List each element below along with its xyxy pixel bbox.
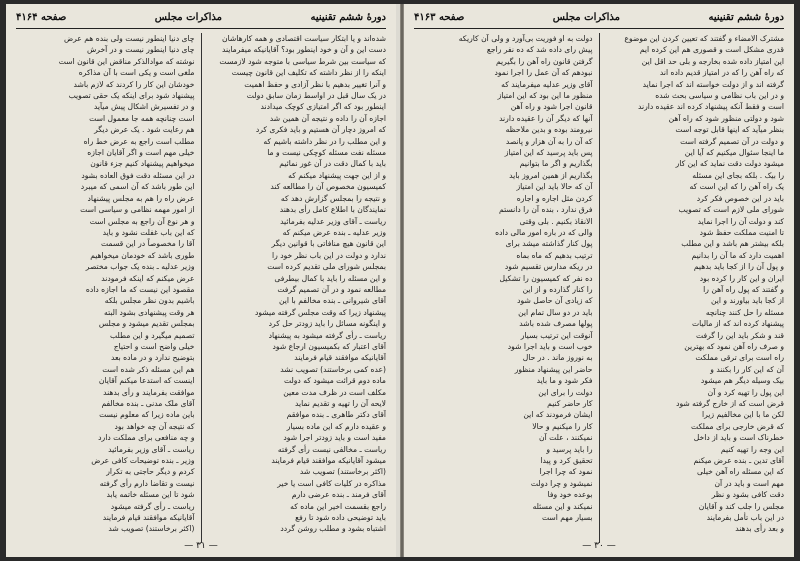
text-line: بیک وسیله دیگر هم میشود [700, 376, 785, 386]
text-line: عرض راه را هم به مجلس پیشنهاد [87, 193, 195, 203]
text-line: (اکثر برخاستند) تصویب شد [299, 467, 387, 477]
text-line: راجع بقسمت اخیر این ماده که [290, 501, 387, 511]
text-line: تا امنیت مملکت حفظ شود [699, 227, 785, 237]
header-title: مذاکرات مجلس [552, 12, 621, 23]
text-line: وزیر ـ بنده توضیحات کافی عرض [91, 456, 195, 466]
text-line: دقت کافی بشود و نظر [711, 490, 785, 500]
text-line: (عده کمی برخاستند) تصویب نشد [280, 364, 387, 374]
text-line: و صرف راه آهن نمود که بهترین [684, 341, 785, 351]
left-page [6, 4, 396, 557]
text-line: به نوروز ماند . در حال [522, 353, 593, 363]
text-line: وزیر عدلیه ـ بنده عرض میکنم که [282, 227, 387, 237]
text-line: یک راه آهن را که این است که [689, 182, 785, 192]
text-line: اینست که استدعا میکنم آقایان [98, 376, 195, 386]
text-line: از کجا باید بیاورند و این [710, 296, 785, 306]
text-line: دولت را برای این [538, 387, 593, 397]
column-divider [599, 33, 600, 543]
text-line: این طور باشد که آن اسمی که میبرد [80, 182, 195, 192]
text-line: قانون اجرا شود و راه آهن [510, 102, 593, 112]
text-line: آقای دکتر طاهری ـ بنده موافقم [286, 410, 387, 420]
text-line: شده‌اند و یا ابتکار سیاست اقتصادی و همه کارهاشان [222, 34, 387, 43]
text-line: را باید پرسید و [546, 444, 593, 454]
text-line: قدری مشکل است و قصوری هم این کرده ایم [639, 45, 785, 55]
text-line: و این مسئله را باید با کمال بیطرفی [274, 273, 387, 283]
text-line: و از این جهت پیشنهاد میکنم که [288, 170, 387, 180]
text-line: و آنرا تغییر بدهیم با نظر آزادی و حفظ اهمیت [244, 79, 387, 89]
text-line: پس باید پرسید که این امتیاز [504, 148, 593, 158]
text-line: (اکثر برخاستند) تصویب شد [108, 524, 195, 534]
text-line: میخواهیم پیشنهاد کنیم جزء قانون [90, 159, 195, 169]
text-line: وزیر عدلیه ـ بنده یک جواب مختصر [85, 262, 195, 272]
text-line: دولت به او فوریت بی‌آورد و ولی آن کاریکه [458, 34, 593, 43]
text-line: مفید است و باید زودتر اجرا شود [283, 433, 387, 443]
text-line: پیشنهاد کرده اند که از مالیات [691, 319, 785, 329]
text-line: و دولت در آن تصمیم گرفته است [680, 136, 785, 146]
text-columns [414, 33, 784, 543]
header-session: دورۀ ششم تقنینیه [310, 12, 387, 23]
text-line: ایران و این کار را کرده بود [699, 273, 785, 283]
text-line: این وجه را تهیه کنیم [720, 444, 785, 454]
text-line: هر وقت پیشنهادی بشود البته [104, 307, 195, 317]
text-line: و بعد رأی بدهند [735, 524, 785, 534]
text-line: آقای اعتبار که بکمیسیون ارجاع شود [272, 341, 387, 351]
text-line: این قانون هیچ منافاتی با قوانین دیگر [271, 239, 387, 249]
text-line: در ریکه مدارس تقسیم شود [504, 262, 593, 272]
text-line: است و فقط آنکه پیشنهاد کرده اند عقیده دارند [638, 102, 785, 112]
header-page-number: صفحه ۴۱۶۴ [16, 12, 67, 23]
text-line: لایحه آن را تهیه و تقدیم نماید [294, 399, 387, 408]
text-line: نمیشود و چرا دولت [530, 478, 593, 488]
text-line: را بیک . بلکه بجای این مسئله [692, 170, 785, 180]
text-line: آقایانیکه موافقند قیام فرمایند [294, 353, 387, 363]
text-line: پولها مصرف شده باشد [519, 319, 593, 329]
text-line: ریاست ـ مخالفی نیست رأی گرفته [277, 444, 387, 454]
text-line: راه است برای ترقی مملکت [695, 353, 785, 363]
text-line: منظور ما این بود که این امتیاز [497, 91, 593, 101]
page-header [414, 12, 784, 29]
text-line: ما اینجا سئوال میکنیم که آیا این [684, 148, 785, 158]
text-line: اجازه آن را داده و نتیجه آن همین شد [269, 113, 387, 123]
page-footer-number: — ۳۰ — [582, 541, 616, 551]
text-line: مقصود این نیست که ما اجازه داده [85, 284, 195, 294]
header-page-number: صفحه ۴۱۶۳ [414, 12, 465, 23]
text-line: که امروز دچار آن هستیم و باید فکری کرد [255, 125, 387, 135]
text-line: و اینگونه مسائل را باید زودتر حل کرد [268, 319, 387, 329]
text-line: تصمیم میگیرد و این مطلب [110, 330, 195, 340]
text-line: مسئله نفت مسئله کوچکی نیست و ما [267, 148, 387, 158]
text-line: آقایانیکه موافقند قیام فرمایند [102, 513, 195, 523]
text-line: ریاست ـ آقای وزیر عدلیه بفرمائید [280, 216, 387, 226]
text-line: و چه منافعی برای مملکت دارد [98, 433, 195, 443]
text-line: خیلی واضح است و احتیاج [113, 341, 195, 351]
text-line: که این مسئله راه آهن خیلی [697, 467, 785, 477]
text-line: اهمیت دارد که ما آن را بدانیم [691, 250, 785, 260]
text-line: عرض میکنم که اینکه فرمودند [101, 273, 195, 283]
text-line: و عقیده دارم که این ماده بسیار [286, 421, 387, 431]
text-line: بمجلس تقدیم میشود و مجلس [98, 319, 195, 329]
text-line: والی که در باره امور مالی داده [495, 227, 593, 237]
text-line: و این مطلب را در نظر داشته باشیم که [263, 136, 387, 146]
text-line: ماده دوم قرائت میشود که دولت [284, 376, 387, 386]
text-line: و در تفسیرش اشکال پیش میآید [93, 102, 195, 112]
header-session: دورۀ ششم تقنینیه [708, 12, 785, 23]
text-line: میشود آقایانیکه موافقند قیام فرمایند [271, 456, 387, 466]
text-line: نمایندگان با اطلاع کامل رأی بدهند [279, 205, 387, 215]
text-line: نمود که چرا اجرا [539, 467, 593, 477]
text-line: هم رعایت شود . یک عرض دیگر [94, 125, 195, 135]
text-line: چای دنیا اینطور نیست و در آخرش [87, 45, 195, 55]
text-line: باید در این خصوص فکر کرد [696, 193, 785, 203]
text-line: گرفتن قانون راه آهن را بگیریم [495, 56, 593, 66]
text-line: نیرومند بوده و بدین ملاحظه [505, 125, 593, 135]
text-line: خطرناک است و باید از داخل [693, 433, 785, 443]
text-line: قرض است که از خارج گرفته شود [676, 399, 785, 408]
text-line: خوب است و باید اجرا شود [507, 341, 593, 351]
text-line: باشیم بدون نظر مجلس بلکه [104, 296, 195, 306]
text-line: آقا را مخصوصاً در این قسمت [101, 239, 195, 249]
text-line: آقای تدین ـ بنده عرض میکنم [693, 456, 785, 466]
text-line: پیش رای داده شد که ده نفر راجع [486, 45, 593, 55]
text-line: اشتباه بشود و مطلب روشن گردد [280, 524, 387, 534]
text-line: گرفته اند و از دولت خواسته اند که اجرا نماید [642, 79, 785, 89]
text-line: است چنانچه همه جا معمول است [89, 113, 195, 123]
text-line: نمیکند و این مسئله [532, 501, 593, 511]
text-line: بسیار مهم است [541, 513, 593, 523]
text-columns [16, 33, 386, 543]
text-column-right [208, 33, 387, 543]
text-line: کار را میکنیم و حالا [532, 421, 593, 431]
text-line: چای دنیا اینطور نیست ولی بنده هم عرض [63, 34, 195, 43]
text-column-right [606, 33, 785, 543]
text-line: قند و شکر باید این را گرفت [696, 330, 785, 340]
text-line: و در این باب نظامی و سیاسی بحث شده [655, 91, 785, 101]
text-line: باید در دو سال تمام این [518, 307, 593, 317]
text-line: آن که این کار را بکنند و [710, 364, 785, 374]
text-line: اینطور بود که اگر امتیازی کوچک میدادند [260, 102, 387, 112]
text-line: در این باب تأمل بفرمایند [706, 513, 785, 523]
text-line: تحقیق کرد و پیدا [540, 456, 593, 466]
text-line: بمجلس شورای ملی تقدیم کرده است [267, 262, 387, 272]
text-line: شود و دولتی منظور شود که راه آهن [668, 113, 785, 123]
text-line: شود تا این مسئله خاتمه یابد [106, 490, 195, 500]
text-line: بنظر میآید که اینها قابل توجه است [675, 125, 785, 135]
text-line: خیلی مهم است و اگر آقایان اجازه [87, 148, 195, 158]
text-column-left [16, 33, 195, 543]
text-line: این پول را تهیه کرد و آن [707, 387, 785, 397]
text-line: و نتیجه را بمجلس گزارش دهد که [280, 193, 387, 203]
text-line: در این مسئله دقت فوق العاده بشود [81, 170, 195, 180]
text-line: آقای وزیر عدلیه میفرمایند که [501, 79, 593, 89]
text-line: ملغی است و یکی است با آن مذاکره [78, 68, 195, 78]
text-line: این امتیاز داده شده بخارجه و بلی حد اقل این [641, 56, 785, 66]
text-line: و هر نوع آن راجع به مجلس است [89, 216, 195, 226]
text-line: و گفتند که پول راه آهن را [703, 284, 785, 294]
text-line: که این باب غفلت نشود و باید [102, 227, 195, 237]
text-line: باید توضیحی داده شود تا رفع [295, 513, 387, 523]
text-line: که قرض خارجی برای مملکت [690, 421, 785, 431]
page-footer-number: — ۳۱ — [184, 541, 218, 551]
text-column-left [414, 33, 593, 543]
text-line: ترتیب بدهیم که ماه بماه [516, 250, 593, 260]
text-line: ریاست ـ آقای وزیر بفرمائید [108, 444, 195, 454]
text-line: بتوضیح ندارد و در ماده بعد [110, 353, 195, 363]
text-line: ریاست ـ رأی گرفته میشود [110, 501, 195, 511]
header-title: مذاکرات مجلس [154, 12, 223, 23]
text-line: مشترک الامضاء و گفتند که تعیین کردن این موضوع [624, 34, 785, 43]
text-line: بلکه بیشتر هم باشد و این مطلب [681, 239, 785, 249]
text-line: موافقت بفرمایند و رأی بدهند [103, 387, 195, 397]
text-line: کار حاضر کنیم [547, 399, 593, 408]
text-line: هم این مسئله ذکر شده است [102, 364, 195, 374]
text-line: کردن مثل اجاره و اجاره [516, 193, 593, 203]
text-line: کند و دولت آن را اجرا نماید [697, 216, 785, 226]
text-line: ریاست ـ رأی گرفته میشود به پیشنهاد [268, 330, 387, 340]
column-divider [201, 33, 202, 543]
text-line: باید با کمال دقت در آن غور نمائیم [279, 159, 387, 169]
right-page [404, 4, 794, 557]
text-line: دست این و آن و خود اینطور بود؟ آقایانیکه میفرمایند [221, 45, 387, 55]
text-line: پول کنار گذاشته میشد برای [505, 239, 593, 249]
text-line: لکن ما با این مخالفیم زیرا [701, 410, 785, 420]
text-line: الانقاذ بکنیم . بلی وقتی [519, 216, 593, 226]
text-line: آقای ملک مدنی ـ بنده مخالفم [101, 399, 195, 408]
text-line: ده نفر که کمیسیون را تشکیل [499, 273, 593, 283]
text-line: که زیادی آن حاصل شود [517, 296, 593, 306]
text-line: نبودهم که آن عمل را اجرا نمود [494, 68, 593, 78]
text-line: از امور مهمه نظامی و سیاسی است [80, 205, 195, 215]
page-header [16, 12, 386, 29]
text-line: بگذاریم و اگر ما بتوانیم [519, 159, 593, 169]
book-spread [6, 4, 794, 557]
text-line: بوعده خود وفا [547, 490, 593, 500]
text-line: که راه آهن را که در امتیاز قدیم داده اند [659, 68, 785, 78]
text-line: نوشته که موادالذکر مناقض این قانون است [58, 56, 195, 66]
text-line: بگذاریم از همین امروز باید [509, 170, 593, 180]
text-line: آن که حالا باید این امتیاز [516, 182, 593, 192]
text-line: طوری باشد که خودمان میخواهیم [90, 250, 195, 260]
text-line: نمیکنند ، علت آن [539, 433, 593, 443]
text-line: مجلس را جلب کند و آقایان [698, 501, 785, 511]
text-line: که آن را به آن هزار و پانصد [505, 136, 593, 146]
text-line: نیست و تقاضا دارم رأی گرفته [99, 478, 195, 488]
text-line: پیشنهاد شود برای اینکه یک حقی تصویب [68, 91, 195, 101]
text-line: باین ماده زیرا که معلوم نیست [99, 410, 195, 420]
text-line: فکر شود و ما باید [536, 376, 593, 386]
text-line: که سیاست بین شرط سیاسی با متوجه شود لازمست [219, 56, 387, 66]
text-line: ندارد و دولت در این باب نظر خود را [272, 250, 387, 260]
text-line: در یک سال قبل در اواسط زمان سابق دولت [246, 91, 387, 101]
text-line: مکلف است در ظرف مدت معین [283, 387, 387, 397]
text-line: مهم است و باید در آن [714, 478, 785, 488]
text-line: آنوقت این ترتیب بسیار [520, 330, 593, 340]
text-line: مسئله را حل کنند چنانچه [705, 307, 785, 317]
text-line: ایشان فرمودند که این [523, 410, 593, 420]
text-line: مذاکره در کلیات کافی است یا خیر [277, 478, 387, 488]
text-line: آنها که دیگر آن را عقیده دارند [499, 113, 593, 123]
text-line: اینکه را از نظر داشته که تکلیف این قانون چیست [231, 68, 387, 78]
text-line: پیشنهاد زیرا که وقت مجلس گرفته میشود [254, 307, 387, 317]
text-line: میشود دولت دقت نماید که این کار [675, 159, 785, 169]
text-line: و پول آن را از کجا باید بدهیم [693, 262, 785, 272]
text-line: مطلب است راجع به عرض خط راه [83, 136, 195, 146]
text-line: کمیسیون مخصوص آن را مطالعه کند [270, 182, 387, 192]
text-line: شورای ملی لازم است که تصویب [678, 205, 785, 215]
text-line: مطالعه نمود و در آن تصمیم گرفت [277, 284, 387, 294]
text-line: آقای فرمند ـ بنده عرضی دارم [291, 490, 387, 500]
text-line: کردم و دیگر حاجتی به تکرار [106, 467, 195, 477]
text-line: آقای شیروانی ـ بنده مخالفم با این [278, 296, 387, 306]
text-line: حاضر این پیشنهاد منظور [514, 364, 593, 374]
text-line: خودشان این کار را کردند که لازم باشد [73, 79, 195, 89]
text-line: فرق ندارد ، بنده آن را دانستم [499, 205, 593, 215]
text-line: را کنار گذارده و از این [522, 284, 593, 294]
text-line: که نتیجه آن چه خواهد بود [114, 421, 195, 431]
